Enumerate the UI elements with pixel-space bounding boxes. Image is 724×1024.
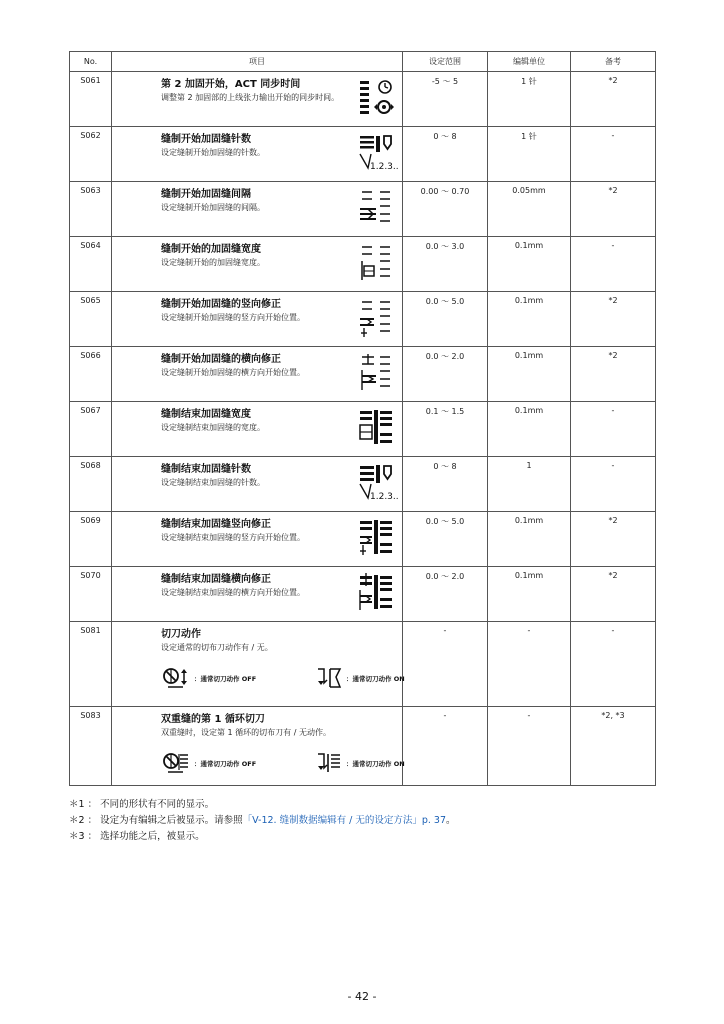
row-title: 缝制开始加固缝的横向修正: [161, 354, 281, 365]
cutter-options: [162, 665, 405, 691]
row-item: [112, 292, 403, 347]
row-title: 缝制开始的加固缝宽度: [161, 244, 261, 255]
stitch-interval-icon: [358, 187, 394, 229]
row-desc: 设定缝制开始加固缝的间隔。: [161, 203, 265, 212]
row-item: [112, 512, 403, 567]
row-title: 缝制结束加固缝竖向修正: [161, 519, 271, 530]
row-desc: 设定缝制结束加固缝的竖方向开始位置。: [161, 533, 305, 542]
header-unit: 编辑单位: [488, 52, 571, 72]
row-unit: 0.1mm: [488, 567, 571, 622]
header-note: 备考: [571, 52, 656, 72]
row-title: 第 2 加固开始，ACT 同步时间: [161, 79, 301, 90]
row-range: -: [403, 622, 488, 707]
row-note: *2: [571, 72, 656, 127]
table-row: [70, 237, 656, 292]
row-no: S083: [70, 707, 112, 786]
row-range: 0.0 ～ 5.0: [403, 512, 488, 567]
row-item: [112, 707, 403, 786]
row-item: [112, 622, 403, 707]
footnote-2-link[interactable]: 「V-12. 缝制数据编辑有 / 无的设定方法」p. 37: [242, 815, 446, 826]
row-no: S068: [70, 457, 112, 512]
row-unit: 1: [488, 457, 571, 512]
row-range: 0 ～ 8: [403, 127, 488, 182]
cutter-on-icon: [314, 665, 344, 691]
row-no: S064: [70, 237, 112, 292]
row-range: 0.1 ～ 1.5: [403, 402, 488, 457]
row-note: *2: [571, 567, 656, 622]
row-desc: 双重缝时，设定第 1 循环的切布刀有 / 无动作。: [161, 728, 331, 737]
row-range: 0.0 ～ 3.0: [403, 237, 488, 292]
row-desc: 设定通常的切布刀动作有 / 无。: [161, 643, 273, 652]
row-no: S062: [70, 127, 112, 182]
double-cutter-options: [162, 750, 405, 776]
row-no: S065: [70, 292, 112, 347]
footnote-2: [69, 813, 456, 829]
stitch-count-icon: [358, 132, 399, 174]
row-title: 缝制开始加固缝的竖向修正: [161, 299, 281, 310]
row-range: 0.0 ～ 2.0: [403, 567, 488, 622]
row-desc: 设定缝制开始加固缝的针数。: [161, 148, 265, 157]
end-horizontal-correction-icon: [358, 572, 394, 614]
row-desc: 设定缝制开始加固缝的竖方向开始位置。: [161, 313, 305, 322]
row-range: 0.00 ～ 0.70: [403, 182, 488, 237]
header-no: No.: [70, 52, 112, 72]
svg-text:1.2.3..: 1.2.3..: [370, 492, 399, 502]
row-desc: 调整第 2 加固部的上线张力输出开始的同步时间。: [161, 93, 340, 102]
row-note: *2: [571, 292, 656, 347]
table-row: [70, 292, 656, 347]
row-unit: -: [488, 707, 571, 786]
row-title: 缝制开始加固缝间隔: [161, 189, 251, 200]
page-number: - 42 -: [347, 990, 377, 1003]
row-title: 缝制开始加固缝针数: [161, 134, 251, 145]
horizontal-correction-icon: [358, 352, 394, 394]
double-cutter-on-icon: [314, 750, 344, 776]
row-unit: 0.1mm: [488, 402, 571, 457]
row-no: S066: [70, 347, 112, 402]
row-note: *2: [571, 512, 656, 567]
row-desc: 设定缝制结束加固缝的横方向开始位置。: [161, 588, 305, 597]
row-unit: 1 针: [488, 127, 571, 182]
end-stitch-count-icon: [358, 462, 399, 504]
row-no: S069: [70, 512, 112, 567]
row-range: -5 ～ 5: [403, 72, 488, 127]
row-note: *2: [571, 347, 656, 402]
row-note: -: [571, 457, 656, 512]
row-item: [112, 567, 403, 622]
row-unit: 0.1mm: [488, 292, 571, 347]
row-range: 0.0 ～ 5.0: [403, 292, 488, 347]
row-item: [112, 127, 403, 182]
row-range: 0.0 ～ 2.0: [403, 347, 488, 402]
row-no: S070: [70, 567, 112, 622]
footnote-2-end: 。: [446, 815, 456, 826]
row-no: S061: [70, 72, 112, 127]
double-cutter-off-label: ：通常切刀动作 OFF: [194, 760, 257, 768]
row-desc: 设定缝制结束加固缝的宽度。: [161, 423, 265, 432]
row-title: 缝制结束加固缝针数: [161, 464, 251, 475]
row-desc: 设定缝制开始加固缝的横方向开始位置。: [161, 368, 305, 377]
row-note: -: [571, 237, 656, 292]
table-row: [70, 182, 656, 237]
row-item: [112, 237, 403, 292]
row-item: [112, 347, 403, 402]
row-title: 双重缝的第 1 循环切刀: [161, 714, 265, 725]
double-cutter-off-icon: [162, 750, 192, 776]
timing-icon: [358, 77, 394, 119]
table-row: [70, 402, 656, 457]
row-title: 缝制结束加固缝横向修正: [161, 574, 271, 585]
table-row: [70, 347, 656, 402]
table-row: [70, 512, 656, 567]
row-desc: 设定缝制开始的加固缝宽度。: [161, 258, 265, 267]
row-unit: -: [488, 622, 571, 707]
table-row: [70, 127, 656, 182]
table-header-row: [70, 52, 656, 72]
table-row: [70, 72, 656, 127]
row-item: [112, 72, 403, 127]
end-vertical-correction-icon: [358, 517, 394, 559]
end-width-icon: [358, 407, 394, 449]
row-item: [112, 182, 403, 237]
row-range: -: [403, 707, 488, 786]
row-note: *2, *3: [571, 707, 656, 786]
row-no: S063: [70, 182, 112, 237]
row-no: S067: [70, 402, 112, 457]
cutter-off-label: ：通常切刀动作 OFF: [194, 675, 257, 683]
row-range: 0 ～ 8: [403, 457, 488, 512]
row-no: S081: [70, 622, 112, 707]
footnote-2-text: ＊2 ： 设定为有编辑之后被显示。请参照: [69, 815, 243, 826]
table-row: [70, 567, 656, 622]
row-note: -: [571, 127, 656, 182]
parameter-table: [69, 51, 656, 786]
double-cutter-on-label: ：通常切刀动作 ON: [346, 760, 405, 768]
row-title: 缝制结束加固缝宽度: [161, 409, 251, 420]
row-unit: 0.1mm: [488, 512, 571, 567]
row-note: -: [571, 402, 656, 457]
table-row: [70, 457, 656, 512]
footnote-3: ＊3 ： 选择功能之后，被显示。: [69, 831, 205, 842]
header-item: 项目: [112, 52, 403, 72]
row-unit: 0.05mm: [488, 182, 571, 237]
vertical-correction-icon: [358, 297, 394, 339]
cutter-on-label: ：通常切刀动作 ON: [346, 675, 405, 683]
row-desc: 设定缝制结束加固缝的针数。: [161, 478, 265, 487]
header-range: 设定范围: [403, 52, 488, 72]
table-row: [70, 707, 656, 786]
footnote-1: ＊1 ： 不同的形状有不同的显示。: [69, 799, 215, 810]
row-unit: 0.1mm: [488, 347, 571, 402]
stitch-width-icon: [358, 242, 394, 284]
table-row: [70, 622, 656, 707]
row-item: [112, 402, 403, 457]
row-title: 切刀动作: [161, 629, 201, 640]
row-unit: 0.1mm: [488, 237, 571, 292]
row-note: *2: [571, 182, 656, 237]
row-unit: 1 针: [488, 72, 571, 127]
row-note: -: [571, 622, 656, 707]
row-item: [112, 457, 403, 512]
svg-text:1.2.3..: 1.2.3..: [370, 162, 399, 172]
footnotes: [69, 797, 456, 845]
cutter-off-icon: [162, 665, 192, 691]
